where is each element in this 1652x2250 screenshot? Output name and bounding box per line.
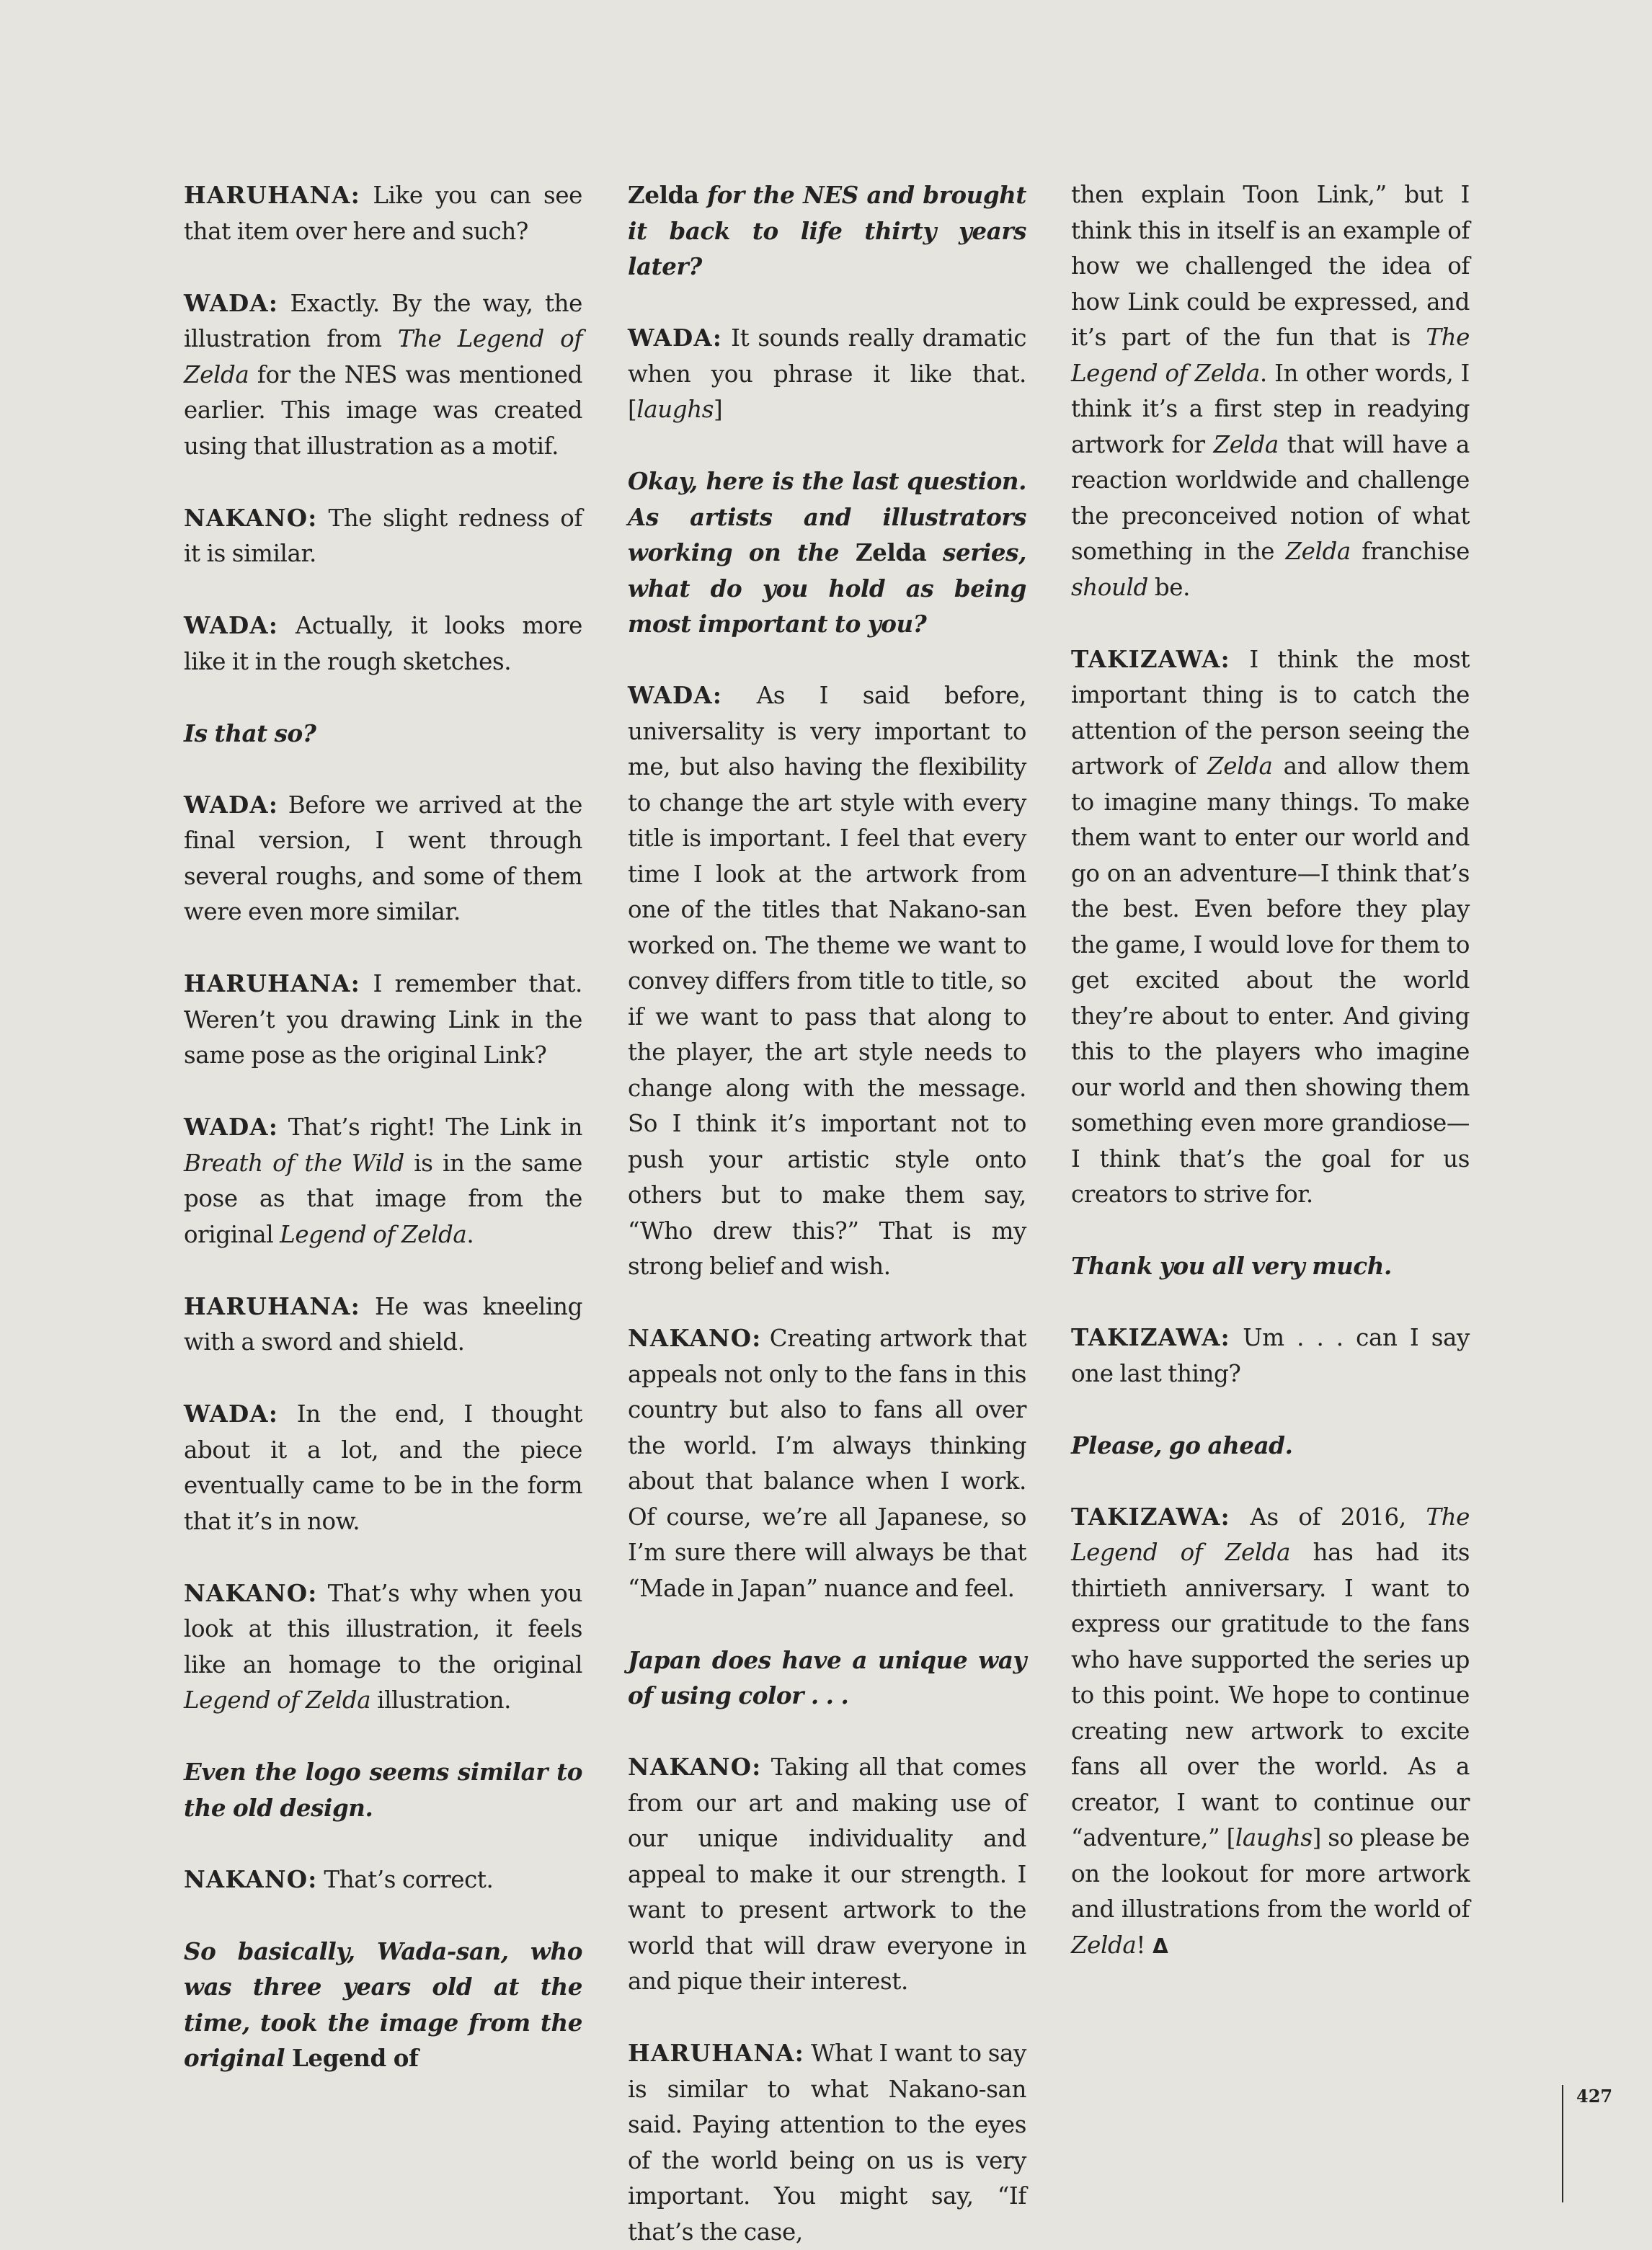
speaker-name: WADA: bbox=[184, 790, 279, 819]
paragraph bbox=[184, 1109, 582, 1253]
title-reference: Zelda bbox=[628, 181, 699, 209]
speaker-name: WADA: bbox=[184, 1400, 279, 1428]
question-text: Is that so? bbox=[184, 719, 316, 747]
dialogue-text: is in the same pose as that image from the original bbox=[184, 1149, 583, 1248]
paragraph bbox=[184, 1862, 582, 1898]
question-text: So basically, Wada-san, who was three years old at the time, took the image from the original bbox=[184, 1936, 582, 2072]
dialogue-text: He was kneeling with a sword and shield. bbox=[184, 1292, 582, 1356]
speaker-name: NAKANO: bbox=[628, 1324, 762, 1352]
speaker-name: NAKANO: bbox=[184, 1578, 318, 1607]
speaker-name: WADA: bbox=[628, 324, 723, 352]
title-reference: The Legend of Zelda bbox=[1071, 324, 1470, 387]
speaker-name: TAKIZAWA: bbox=[1071, 644, 1230, 673]
interviewer-question bbox=[628, 463, 1026, 642]
dialogue-text: Taking all that comes from our art and making use of our unique individuality and appeal to make it our strength. I want to present artwork to the world that will draw everyone in and pique their interest. bbox=[628, 1753, 1026, 1995]
paragraph bbox=[628, 1749, 1026, 2000]
dialogue-text: As I said before, universality is very important to me, but also having the flexibility to change the art style with every title is important. I feel that every time I look at the artwork from one of the titles that Nakano-san worked on. The theme we want to convey differs from title to title, so if we want to pass that along to the player, the art style needs to change along with the message. So I think it’s important not to push your artistic style onto others but to make them say, “Who drew this?” That is my strong belief and wish. bbox=[628, 682, 1026, 1280]
page-number: 427 bbox=[1576, 2086, 1613, 2107]
question-text: series, what do you hold as being most important to you? bbox=[628, 538, 1026, 638]
text-column-2 bbox=[628, 177, 1026, 2250]
title-reference: Zelda bbox=[1207, 752, 1273, 780]
interviewer-question bbox=[1071, 1428, 1470, 1464]
question-text: Please, go ahead. bbox=[1071, 1431, 1293, 1459]
dialogue-text: I remember that. Weren’t you drawing Link in the same pose as the original Link? bbox=[184, 970, 582, 1069]
dialogue-text: illustration. bbox=[370, 1686, 512, 1714]
interviewer-question bbox=[628, 177, 1026, 285]
question-text: for the NES and brought it back to life thirty years later? bbox=[628, 181, 1026, 280]
speaker-name: HARUHANA: bbox=[184, 1291, 360, 1320]
speaker-name: TAKIZAWA: bbox=[1071, 1502, 1230, 1531]
title-reference: Zelda bbox=[855, 538, 927, 566]
dialogue-text: has had its thirtieth anniversary. I want to express our gratitude to the fans who have supported the series up to this point. We hope to continue creating new artwork to excite fans all over the world. As a creator, I want to continue our “adventure,” [ bbox=[1071, 1539, 1470, 1851]
title-reference: The Legend of Zelda bbox=[1071, 1503, 1470, 1566]
stage-direction: laughs bbox=[1235, 1824, 1313, 1851]
text-column-3 bbox=[1071, 177, 1470, 1964]
dialogue-text: Like you can see that item over here and such? bbox=[184, 182, 582, 245]
speaker-name: WADA: bbox=[628, 681, 723, 709]
dialogue-text: Exactly. By the way, the illustration from bbox=[184, 289, 582, 352]
interviewer-question bbox=[184, 1754, 582, 1826]
question-text: Thank you all very much. bbox=[1071, 1252, 1392, 1280]
title-reference: Legend of Zelda bbox=[184, 1686, 371, 1714]
speaker-name: WADA: bbox=[184, 288, 279, 317]
title-reference: Zelda bbox=[1285, 538, 1351, 565]
title-reference: Legend of bbox=[291, 2044, 419, 2072]
speaker-name: TAKIZAWA: bbox=[1071, 1323, 1230, 1351]
interviewer-question bbox=[1071, 1248, 1470, 1284]
paragraph bbox=[628, 320, 1026, 428]
stage-direction: laughs bbox=[636, 396, 714, 423]
paragraph bbox=[628, 2035, 1026, 2250]
dialogue-text: for the NES was mentioned earlier. This image was created using that illustration as a motif. bbox=[184, 360, 582, 460]
speaker-name: NAKANO: bbox=[628, 1753, 762, 1781]
interviewer-question bbox=[184, 716, 582, 752]
paragraph bbox=[184, 966, 582, 1074]
emphasis-text: should bbox=[1071, 573, 1148, 601]
speaker-name: WADA: bbox=[184, 611, 279, 639]
dialogue-text: then explain Toon Link,” but I think this in itself is an example of how we challenged the idea of how Link could be expressed, and it’s part of the fun that is bbox=[1071, 181, 1470, 351]
question-text: Japan does have a unique way of using color . . . bbox=[628, 1645, 1026, 1709]
title-reference: The Legend of Zelda bbox=[184, 325, 582, 388]
footer-divider bbox=[1562, 2085, 1563, 2202]
interviewer-question bbox=[184, 1934, 582, 2076]
dialogue-text: . In other words, I think it’s a first step in readying artwork for bbox=[1071, 359, 1470, 458]
title-reference: Zelda bbox=[1213, 430, 1279, 458]
dialogue-text: I think the most important thing is to catch the attention of the person seeing the artwork of bbox=[1071, 645, 1470, 780]
speaker-name: NAKANO: bbox=[184, 1864, 318, 1893]
dialogue-text: As of 2016, bbox=[1230, 1503, 1426, 1531]
title-reference: Zelda bbox=[1071, 1931, 1137, 1959]
dialogue-text: and allow them to imagine many things. To make them want to enter our world and go on an adventure—I think that’s the best. Even before they play the game, I would love for them to get excited about the world they’re about to enter. And giving this to the players who imagine our world and then showing them something even more grandiose—I think that’s the goal for us creators to strive for. bbox=[1071, 752, 1470, 1208]
question-text: Okay, here is the last question. As artists and illustrators working on the bbox=[628, 467, 1026, 566]
dialogue-text: Before we arrived at the final version, I went through several roughs, and some of them were even more similar. bbox=[184, 791, 582, 925]
interviewer-question bbox=[628, 1642, 1026, 1714]
paragraph bbox=[1071, 177, 1470, 605]
dialogue-text: The slight redness of it is similar. bbox=[184, 504, 582, 567]
dialogue-text: In the end, I thought about it a lot, and the piece eventually came to be in the form that it’s in now. bbox=[184, 1400, 582, 1535]
question-text: Even the logo seems similar to the old design. bbox=[184, 1758, 582, 1822]
dialogue-text: That’s why when you look at this illustration, it feels like an homage to the original bbox=[184, 1579, 582, 1678]
end-mark-triangle-icon: Δ bbox=[1153, 1934, 1168, 1958]
dialogue-text: What I want to say is similar to what Nakano-san said. Paying attention to the eyes of the world being on us is very important. You might say, “If that’s the case, bbox=[628, 2040, 1026, 2246]
text-column-1 bbox=[184, 177, 582, 2076]
dialogue-text: ! bbox=[1136, 1931, 1146, 1959]
speaker-name: HARUHANA: bbox=[628, 2039, 804, 2067]
paragraph bbox=[1071, 1320, 1470, 1392]
paragraph bbox=[184, 1396, 582, 1539]
dialogue-text: Actually, it looks more like it in the rough sketches. bbox=[184, 612, 582, 675]
dialogue-text: . bbox=[466, 1220, 474, 1248]
speaker-name: HARUHANA: bbox=[184, 181, 360, 209]
dialogue-text: ] bbox=[714, 396, 723, 423]
paragraph bbox=[628, 1320, 1026, 1606]
paragraph bbox=[184, 787, 582, 930]
paragraph bbox=[184, 500, 582, 572]
dialogue-text: Um . . . can I say one last thing? bbox=[1071, 1324, 1470, 1387]
paragraph bbox=[184, 1289, 582, 1361]
dialogue-text: ] so please be on the lookout for more artwork and illustrations from the world of bbox=[1071, 1824, 1470, 1923]
speaker-name: WADA: bbox=[184, 1113, 279, 1141]
dialogue-text: That’s right! The Link in bbox=[278, 1113, 582, 1141]
dialogue-text: franchise bbox=[1350, 538, 1470, 565]
dialogue-text: It sounds really dramatic when you phrase it like that. [ bbox=[628, 324, 1026, 423]
dialogue-text: That’s correct. bbox=[317, 1865, 494, 1893]
dialogue-text: Creating artwork that appeals not only to the fans in this country but also to fans all over the world. I’m always thinking about that balance when I work. Of course, we’re all Japanese, so I’m sure there will always be that “Made in Japan” nuance and feel. bbox=[628, 1325, 1026, 1602]
speaker-name: NAKANO: bbox=[184, 503, 318, 532]
dialogue-text: that will have a reaction worldwide and challenge the preconceived notion of what something in the bbox=[1071, 430, 1470, 565]
paragraph bbox=[184, 608, 582, 680]
dialogue-text: be. bbox=[1147, 573, 1191, 601]
paragraph bbox=[1071, 641, 1470, 1213]
speaker-name: HARUHANA: bbox=[184, 969, 360, 997]
paragraph bbox=[628, 677, 1026, 1285]
paragraph bbox=[1071, 1499, 1470, 1965]
paragraph bbox=[184, 1575, 582, 1719]
paragraph bbox=[184, 177, 582, 249]
paragraph bbox=[184, 285, 582, 465]
title-reference: Legend of Zelda bbox=[280, 1220, 467, 1248]
title-reference: Breath of the Wild bbox=[184, 1149, 404, 1177]
